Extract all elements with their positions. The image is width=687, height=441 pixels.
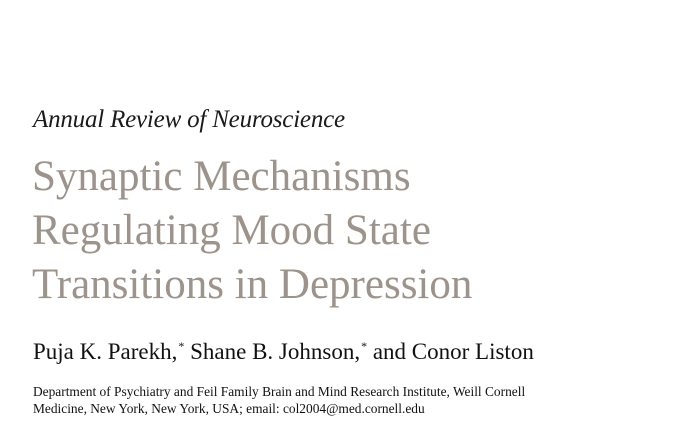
equal-contribution-mark-2: * <box>361 339 368 353</box>
journal-name: Annual Review of Neuroscience <box>33 106 345 133</box>
affiliation-line-2: Medicine, New York, New York, USA; email: col2004@med.cornell.edu <box>33 401 425 416</box>
title-line-1: Synaptic Mechanisms <box>32 153 411 200</box>
author-2[interactable]: Shane B. Johnson, <box>190 339 361 364</box>
author-1[interactable]: Puja K. Parekh, <box>33 339 178 364</box>
author-list <box>33 339 534 365</box>
title-line-2: Regulating Mood State <box>32 207 431 254</box>
article-title <box>32 150 472 312</box>
equal-contribution-mark-1: * <box>178 339 185 353</box>
affiliation <box>33 383 653 417</box>
author-3[interactable]: and Conor Liston <box>372 339 534 364</box>
title-line-3: Transitions in Depression <box>32 261 473 308</box>
affiliation-line-1: Department of Psychiatry and Feil Family Brain and Mind Research Institute, Weill Cornell <box>33 384 526 399</box>
